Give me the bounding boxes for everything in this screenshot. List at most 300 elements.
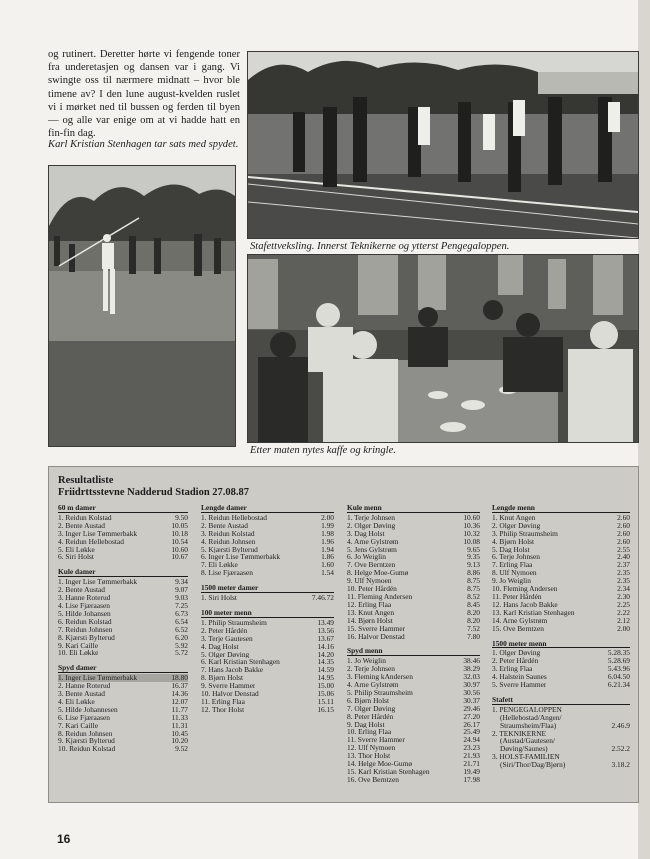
result-row	[58, 618, 188, 626]
athlete-name: 2. Bente Austad	[201, 521, 249, 530]
athlete-name: 7. Erling Flaa	[492, 561, 533, 570]
athlete-name: Straumsheim/Flaa)	[500, 721, 557, 730]
result-row	[58, 706, 188, 714]
result-event	[492, 696, 630, 769]
result-value: 2.60	[617, 520, 630, 530]
result-row	[492, 730, 630, 738]
athlete-name: 3. HOLST-FAMILIEN	[492, 753, 560, 762]
athlete-name: 9. Ulf Nymoen	[347, 577, 392, 586]
result-value: 1.96	[321, 536, 334, 546]
result-value: 9.52	[175, 744, 188, 754]
result-row	[492, 561, 630, 569]
result-value: 7.52	[467, 623, 480, 633]
result-row	[347, 665, 480, 673]
caption-relay: Stafettveksling. Innerst Teknikerne og ytterst Pengegaloppen.	[250, 241, 510, 252]
result-value: 6.21.34	[607, 680, 630, 690]
result-value: 14.95	[317, 673, 334, 683]
athlete-name: 13. Thor Holst	[347, 752, 391, 761]
photo-spear-throw	[48, 165, 236, 447]
event-title: Lengde menn	[492, 504, 630, 513]
result-row	[347, 561, 480, 569]
result-value: 2.00	[617, 623, 630, 633]
result-row	[347, 577, 480, 585]
athlete-name: 6. Reidun Kolstad	[58, 617, 112, 626]
result-event	[201, 584, 334, 602]
result-event	[201, 609, 334, 714]
result-value: 5.43.96	[607, 664, 630, 674]
result-row	[201, 594, 334, 602]
result-row	[58, 714, 188, 722]
athlete-name: 5. Kjærsti Bylterud	[201, 545, 258, 554]
athlete-name: 1. Reidun Hellebostad	[201, 513, 267, 522]
result-row	[347, 721, 480, 729]
result-row	[58, 682, 188, 690]
athlete-name: 4. Dag Holst	[201, 642, 239, 651]
result-value: 8.20	[467, 607, 480, 617]
result-row	[492, 538, 630, 546]
athlete-name: 8. Ulf Nymoen	[492, 569, 537, 578]
athlete-name: 5. Eli Løkke	[58, 545, 95, 554]
result-value: 9.07	[175, 585, 188, 595]
result-row	[201, 651, 334, 659]
athlete-name: 13. Knut Angen	[347, 608, 395, 617]
result-value: 5.72	[175, 648, 188, 658]
athlete-name: 8. Peter Hårdén	[347, 712, 394, 721]
result-value: 1.98	[321, 528, 334, 538]
result-row	[58, 690, 188, 698]
result-row	[58, 522, 188, 530]
event-title: Kule menn	[347, 504, 480, 513]
result-row	[492, 546, 630, 554]
result-row	[201, 553, 334, 561]
athlete-name: 14. Helge Moe-Gumø	[347, 760, 413, 768]
result-value: 3.18.2	[611, 760, 630, 770]
athlete-name: 10. Peter Hårdén	[347, 585, 397, 593]
result-row	[201, 706, 334, 714]
result-row	[347, 530, 480, 538]
result-row	[347, 546, 480, 554]
results-title: Resultatliste	[58, 475, 114, 486]
result-row	[492, 625, 630, 633]
result-row	[201, 643, 334, 651]
caption-coffee: Etter maten nytes kaffe og kringle.	[250, 445, 396, 456]
result-row	[492, 530, 630, 538]
result-row	[201, 682, 334, 690]
result-row	[492, 609, 630, 617]
athlete-name: 9. Jo Weiglin	[492, 577, 531, 586]
result-value: 9.34	[175, 577, 188, 587]
intro-text	[48, 48, 240, 140]
result-value: 2.35	[617, 576, 630, 586]
athlete-name: 15. Ove Berntzen	[492, 624, 544, 633]
result-value: 5.28.69	[607, 656, 630, 666]
result-value: 38.46	[463, 656, 480, 666]
result-row	[58, 730, 188, 738]
result-row	[201, 530, 334, 538]
result-value: 2.52.2	[611, 744, 630, 754]
result-row	[347, 760, 480, 768]
result-row	[58, 586, 188, 594]
result-row	[347, 736, 480, 744]
result-row	[201, 674, 334, 682]
athlete-name: 9. Kjærsti Bylterud	[58, 737, 115, 746]
athlete-name: 11. Erling Flaa	[201, 697, 245, 706]
result-value: 25.49	[463, 727, 480, 737]
results-column-2	[201, 504, 334, 721]
athlete-name: 7. Eli Løkke	[201, 561, 238, 570]
athlete-name: 1. Jo Weiglin	[347, 657, 386, 666]
result-value: 2.55	[617, 544, 630, 554]
athlete-name: 10. Reidun Kolstad	[58, 745, 116, 754]
result-value: 9.50	[175, 512, 188, 522]
result-value: 11.77	[171, 704, 188, 714]
result-value: 26.17	[463, 719, 480, 729]
result-row	[347, 744, 480, 752]
athlete-name: 3. Reidun Kolstad	[201, 529, 255, 538]
result-row	[347, 776, 480, 784]
result-row	[58, 649, 188, 657]
athlete-name: 8. Helge Moe-Gumø	[347, 569, 409, 578]
athlete-name: 9. Dag Holst	[347, 720, 385, 729]
athlete-name: 1. Siri Holst	[201, 594, 237, 602]
result-row	[347, 522, 480, 530]
athlete-name: 2. Hanne Roterud	[58, 682, 111, 691]
result-row	[201, 627, 334, 635]
result-row	[347, 514, 480, 522]
result-row	[201, 569, 334, 577]
result-value: 2.60	[617, 528, 630, 538]
athlete-name: 12. Hans Jacob Bakke	[492, 600, 558, 609]
result-value: 8.75	[467, 576, 480, 586]
result-value: 13.67	[317, 633, 334, 643]
event-title: 100 meter menn	[201, 609, 334, 618]
result-row	[201, 546, 334, 554]
result-row	[58, 698, 188, 706]
result-value: 29.46	[463, 703, 480, 713]
athlete-name: 5. Olger Døving	[201, 650, 250, 659]
athlete-name: 7. Reidun Johnsen	[58, 625, 113, 634]
event-title: Spyd menn	[347, 647, 480, 656]
result-row	[58, 610, 188, 618]
result-row	[492, 706, 630, 714]
result-row	[58, 674, 188, 682]
result-value: 16.15	[317, 704, 334, 714]
athlete-name: 10. Fleming Andersen	[492, 585, 558, 593]
result-row	[58, 745, 188, 753]
result-value: 24.94	[463, 735, 480, 745]
result-row	[347, 593, 480, 601]
athlete-name: 6. Siri Holst	[58, 553, 94, 562]
result-value: 2.60	[617, 536, 630, 546]
result-value: 15.00	[317, 681, 334, 691]
result-value: 9.03	[175, 593, 188, 603]
result-value: 8.20	[467, 615, 480, 625]
result-value: 10.67	[171, 552, 188, 562]
result-row	[347, 538, 480, 546]
result-value: 2.34	[617, 584, 630, 594]
result-value: 1.54	[321, 568, 334, 578]
results-subtitle: Friidrttsstevne Nadderud Stadion 27.08.87	[58, 487, 250, 498]
result-value: 10.05	[171, 520, 188, 530]
athlete-name: 3. Erling Flaa	[492, 665, 533, 674]
photo-coffee	[247, 254, 639, 443]
result-value: 6.73	[175, 608, 188, 618]
athlete-name: 8. Kjærsti Bylterud	[58, 633, 115, 642]
result-value: 2.60	[617, 512, 630, 522]
athlete-name: 6. Karl Kristian Stenhagen	[201, 658, 280, 667]
result-value: 7.25	[175, 600, 188, 610]
result-row	[347, 705, 480, 713]
result-event	[347, 504, 480, 640]
athlete-name: 5. Dag Holst	[492, 545, 530, 554]
result-value: 2.22	[617, 607, 630, 617]
result-value: 2.35	[617, 568, 630, 578]
athlete-name: 5. Philip Straumsheim	[347, 688, 413, 697]
result-value: 14.20	[317, 649, 334, 659]
result-row	[492, 601, 630, 609]
athlete-name: 2. Bente Austad	[58, 521, 106, 530]
athlete-name: 2. Bente Austad	[58, 586, 106, 595]
result-row	[201, 666, 334, 674]
result-value: 15.06	[317, 689, 334, 699]
event-title: 1500 meter menn	[492, 640, 630, 649]
athlete-name: 7. Ove Berntzen	[347, 561, 396, 570]
event-title: 1500 meter damer	[201, 584, 334, 593]
result-row	[58, 538, 188, 546]
athlete-name: 2. Olger Døving	[347, 521, 396, 530]
athlete-name: 15. Sverre Hammer	[347, 624, 406, 633]
athlete-name: 14. Bjørn Holst	[347, 616, 393, 625]
athlete-name: 5. Jens Gylstrøm	[347, 545, 397, 554]
result-value: 1.60	[321, 560, 334, 570]
athlete-name: 6. Inger Lise Tømmerbakk	[201, 553, 281, 562]
results-box	[48, 466, 639, 803]
athlete-name: Døving/Saunes)	[500, 745, 548, 754]
result-value: 5.92	[175, 640, 188, 650]
result-row	[58, 642, 188, 650]
result-row	[201, 538, 334, 546]
result-value: 21.71	[463, 759, 480, 769]
result-value: 8.75	[467, 584, 480, 594]
result-row	[492, 753, 630, 761]
athlete-name: 10. Halvor Denstad	[201, 690, 259, 698]
athlete-name: (Hellebostad/Angen/	[500, 713, 562, 722]
athlete-name: 8. Bjørn Holst	[201, 674, 244, 683]
athlete-name: 1. Reidun Kolstad	[58, 513, 112, 522]
result-row	[201, 619, 334, 627]
result-event	[201, 504, 334, 577]
athlete-name: 5. Hilde Johannesen	[58, 705, 118, 714]
athlete-name: 7. Olger Døving	[347, 704, 396, 713]
result-row	[492, 722, 630, 730]
athlete-name: 3. Dag Holst	[347, 529, 385, 538]
athlete-name: 15. Karl Kristian Stenhagen	[347, 768, 430, 776]
athlete-name: 14. Arne Gylstrøm	[492, 616, 548, 625]
athlete-name: 1. Philip Straumsheim	[201, 618, 267, 627]
result-row	[347, 601, 480, 609]
result-value: 10.18	[171, 528, 188, 538]
result-row	[492, 617, 630, 625]
result-value: 6.52	[175, 624, 188, 634]
athlete-name: 4. Arne Gylstrøm	[347, 537, 399, 546]
athlete-name: (Austad/Gautesen/	[500, 737, 556, 746]
athlete-name: 12. Erling Flaa	[347, 600, 392, 609]
athlete-name: 11. Sverre Hammer	[347, 736, 405, 745]
athlete-name: 4. Reidun Johnsen	[201, 537, 256, 546]
athlete-name: 8. Reidun Johnsen	[58, 729, 113, 738]
athlete-name: 2. TEKNIKERNE	[492, 729, 547, 738]
result-value: 10.60	[171, 544, 188, 554]
result-row	[201, 658, 334, 666]
result-value: 27.20	[463, 711, 480, 721]
result-row	[347, 768, 480, 776]
result-value: 10.60	[463, 512, 480, 522]
caption-spear: Karl Kristian Stenhagen tar sats med spydet.	[48, 139, 239, 150]
result-row	[58, 594, 188, 602]
result-row	[492, 737, 630, 745]
result-value: 11.33	[171, 712, 188, 722]
result-row	[347, 633, 480, 641]
result-value: 8.52	[467, 591, 480, 601]
result-value: 10.54	[171, 536, 188, 546]
result-value: 9.35	[467, 552, 480, 562]
athlete-name: 3. Fleming kAndersen	[347, 673, 413, 682]
result-value: 2.12	[617, 615, 630, 625]
athlete-name: 3. Philip Straumsheim	[492, 529, 558, 538]
athlete-name: 10. Erling Flaa	[347, 728, 392, 737]
result-value: 6.20	[175, 632, 188, 642]
athlete-name: 12. Thor Holst	[201, 705, 245, 714]
result-row	[201, 690, 334, 698]
result-row	[492, 745, 630, 753]
result-value: 2.25	[617, 599, 630, 609]
athlete-name: 6. Bjørn Holst	[347, 696, 390, 705]
athlete-name: 5. Sverre Hammer	[492, 681, 547, 689]
results-column-3	[347, 504, 480, 791]
athlete-name: 4. Bjørn Holst	[492, 537, 535, 546]
result-value: 2.46.9	[611, 720, 630, 730]
athlete-name: 7. Hans Jacob Bakke	[201, 666, 263, 675]
result-value: 30.97	[463, 680, 480, 690]
athlete-name: 5. Hilde Johansen	[58, 609, 111, 618]
result-value: 19.49	[463, 767, 480, 776]
result-value: 16.37	[171, 681, 188, 691]
result-row	[201, 698, 334, 706]
result-value: 38.29	[463, 664, 480, 674]
athlete-name: 8. Lise Fjæraasen	[201, 569, 253, 578]
athlete-name: 2. Terje Johnsen	[347, 665, 395, 674]
result-row	[58, 546, 188, 554]
athlete-name: 6. Terje Johnsen	[492, 553, 540, 562]
athlete-name: 4. Lise Fjæraasen	[58, 601, 110, 610]
athlete-name: 4. Eli Løkke	[58, 697, 95, 706]
athlete-name: 3. Inger Lise Tømmerbakk	[58, 529, 138, 538]
result-event	[58, 568, 188, 657]
result-row	[347, 609, 480, 617]
results-column-1	[58, 504, 188, 760]
result-row	[492, 522, 630, 530]
athlete-name: 1. Inger Lise Tømmerbakk	[58, 674, 138, 683]
athlete-name: 6. Jo Weiglin	[347, 553, 386, 562]
result-row	[347, 673, 480, 681]
result-row	[492, 593, 630, 601]
athlete-name: 9. Sverre Hammer	[201, 682, 256, 691]
athlete-name: 3. Hanne Roterud	[58, 594, 111, 602]
result-value: 7.80	[467, 631, 480, 641]
athlete-name: 13. Karl Kristian Stenhagen	[492, 608, 575, 617]
result-value: 13.56	[317, 625, 334, 635]
page-edge	[638, 0, 650, 859]
result-value: 2.40	[617, 552, 630, 562]
result-row	[58, 722, 188, 730]
result-row	[58, 602, 188, 610]
result-row	[347, 728, 480, 736]
result-row	[58, 634, 188, 642]
result-row	[58, 578, 188, 586]
athlete-name: 1. Inger Lise Tømmerbakk	[58, 578, 138, 587]
event-title: 60 m damer	[58, 504, 188, 513]
result-event	[347, 647, 480, 783]
athlete-name: 3. Bente Austad	[58, 690, 106, 698]
results-column-4	[492, 504, 630, 776]
result-row	[347, 689, 480, 697]
event-title: Spyd damer	[58, 664, 188, 673]
result-value: 2.00	[321, 512, 334, 522]
result-value: 2.37	[617, 560, 630, 570]
result-value: 6.04.50	[607, 672, 630, 682]
athlete-name: 2. Peter Hårdén	[201, 626, 248, 635]
result-row	[347, 553, 480, 561]
result-row	[492, 681, 630, 689]
result-value: 15.11	[317, 696, 334, 706]
result-row	[201, 522, 334, 530]
athlete-name: 1. Knut Angen	[492, 513, 536, 522]
result-row	[58, 514, 188, 522]
result-row	[492, 569, 630, 577]
result-value: 9.65	[467, 544, 480, 554]
athlete-name: 7. Kari Caille	[58, 721, 99, 730]
athlete-name: 2. Peter Hårdén	[492, 657, 539, 666]
result-row	[58, 626, 188, 634]
athlete-name: 6. Lise Fjæraasen	[58, 713, 110, 722]
result-row	[347, 752, 480, 760]
result-value: 6.54	[175, 616, 188, 626]
athlete-name: 3. Terje Gautesen	[201, 634, 253, 643]
result-value: 1.99	[321, 520, 334, 530]
athlete-name: 1. PENGEGALOPPEN	[492, 705, 562, 714]
result-row	[347, 657, 480, 665]
result-event	[58, 504, 188, 561]
result-value: 10.36	[463, 520, 480, 530]
result-value: 17.98	[463, 774, 480, 784]
result-value: 23.23	[463, 743, 480, 753]
result-row	[347, 617, 480, 625]
result-row	[492, 553, 630, 561]
result-value: 2.30	[617, 591, 630, 601]
result-value: 10.20	[171, 736, 188, 746]
result-row	[347, 681, 480, 689]
result-value: 12.07	[171, 696, 188, 706]
athlete-name: 4. Arne Gylstrøm	[347, 681, 399, 689]
athlete-name: 11. Peter Hårdén	[492, 592, 542, 601]
result-row	[492, 577, 630, 585]
result-row	[492, 585, 630, 593]
result-value: 8.45	[467, 599, 480, 609]
athlete-name: 1. Terje Johnsen	[347, 513, 395, 522]
result-value: 14.36	[171, 689, 188, 699]
result-value: 11.31	[171, 720, 188, 730]
result-value: 30.37	[463, 695, 480, 705]
